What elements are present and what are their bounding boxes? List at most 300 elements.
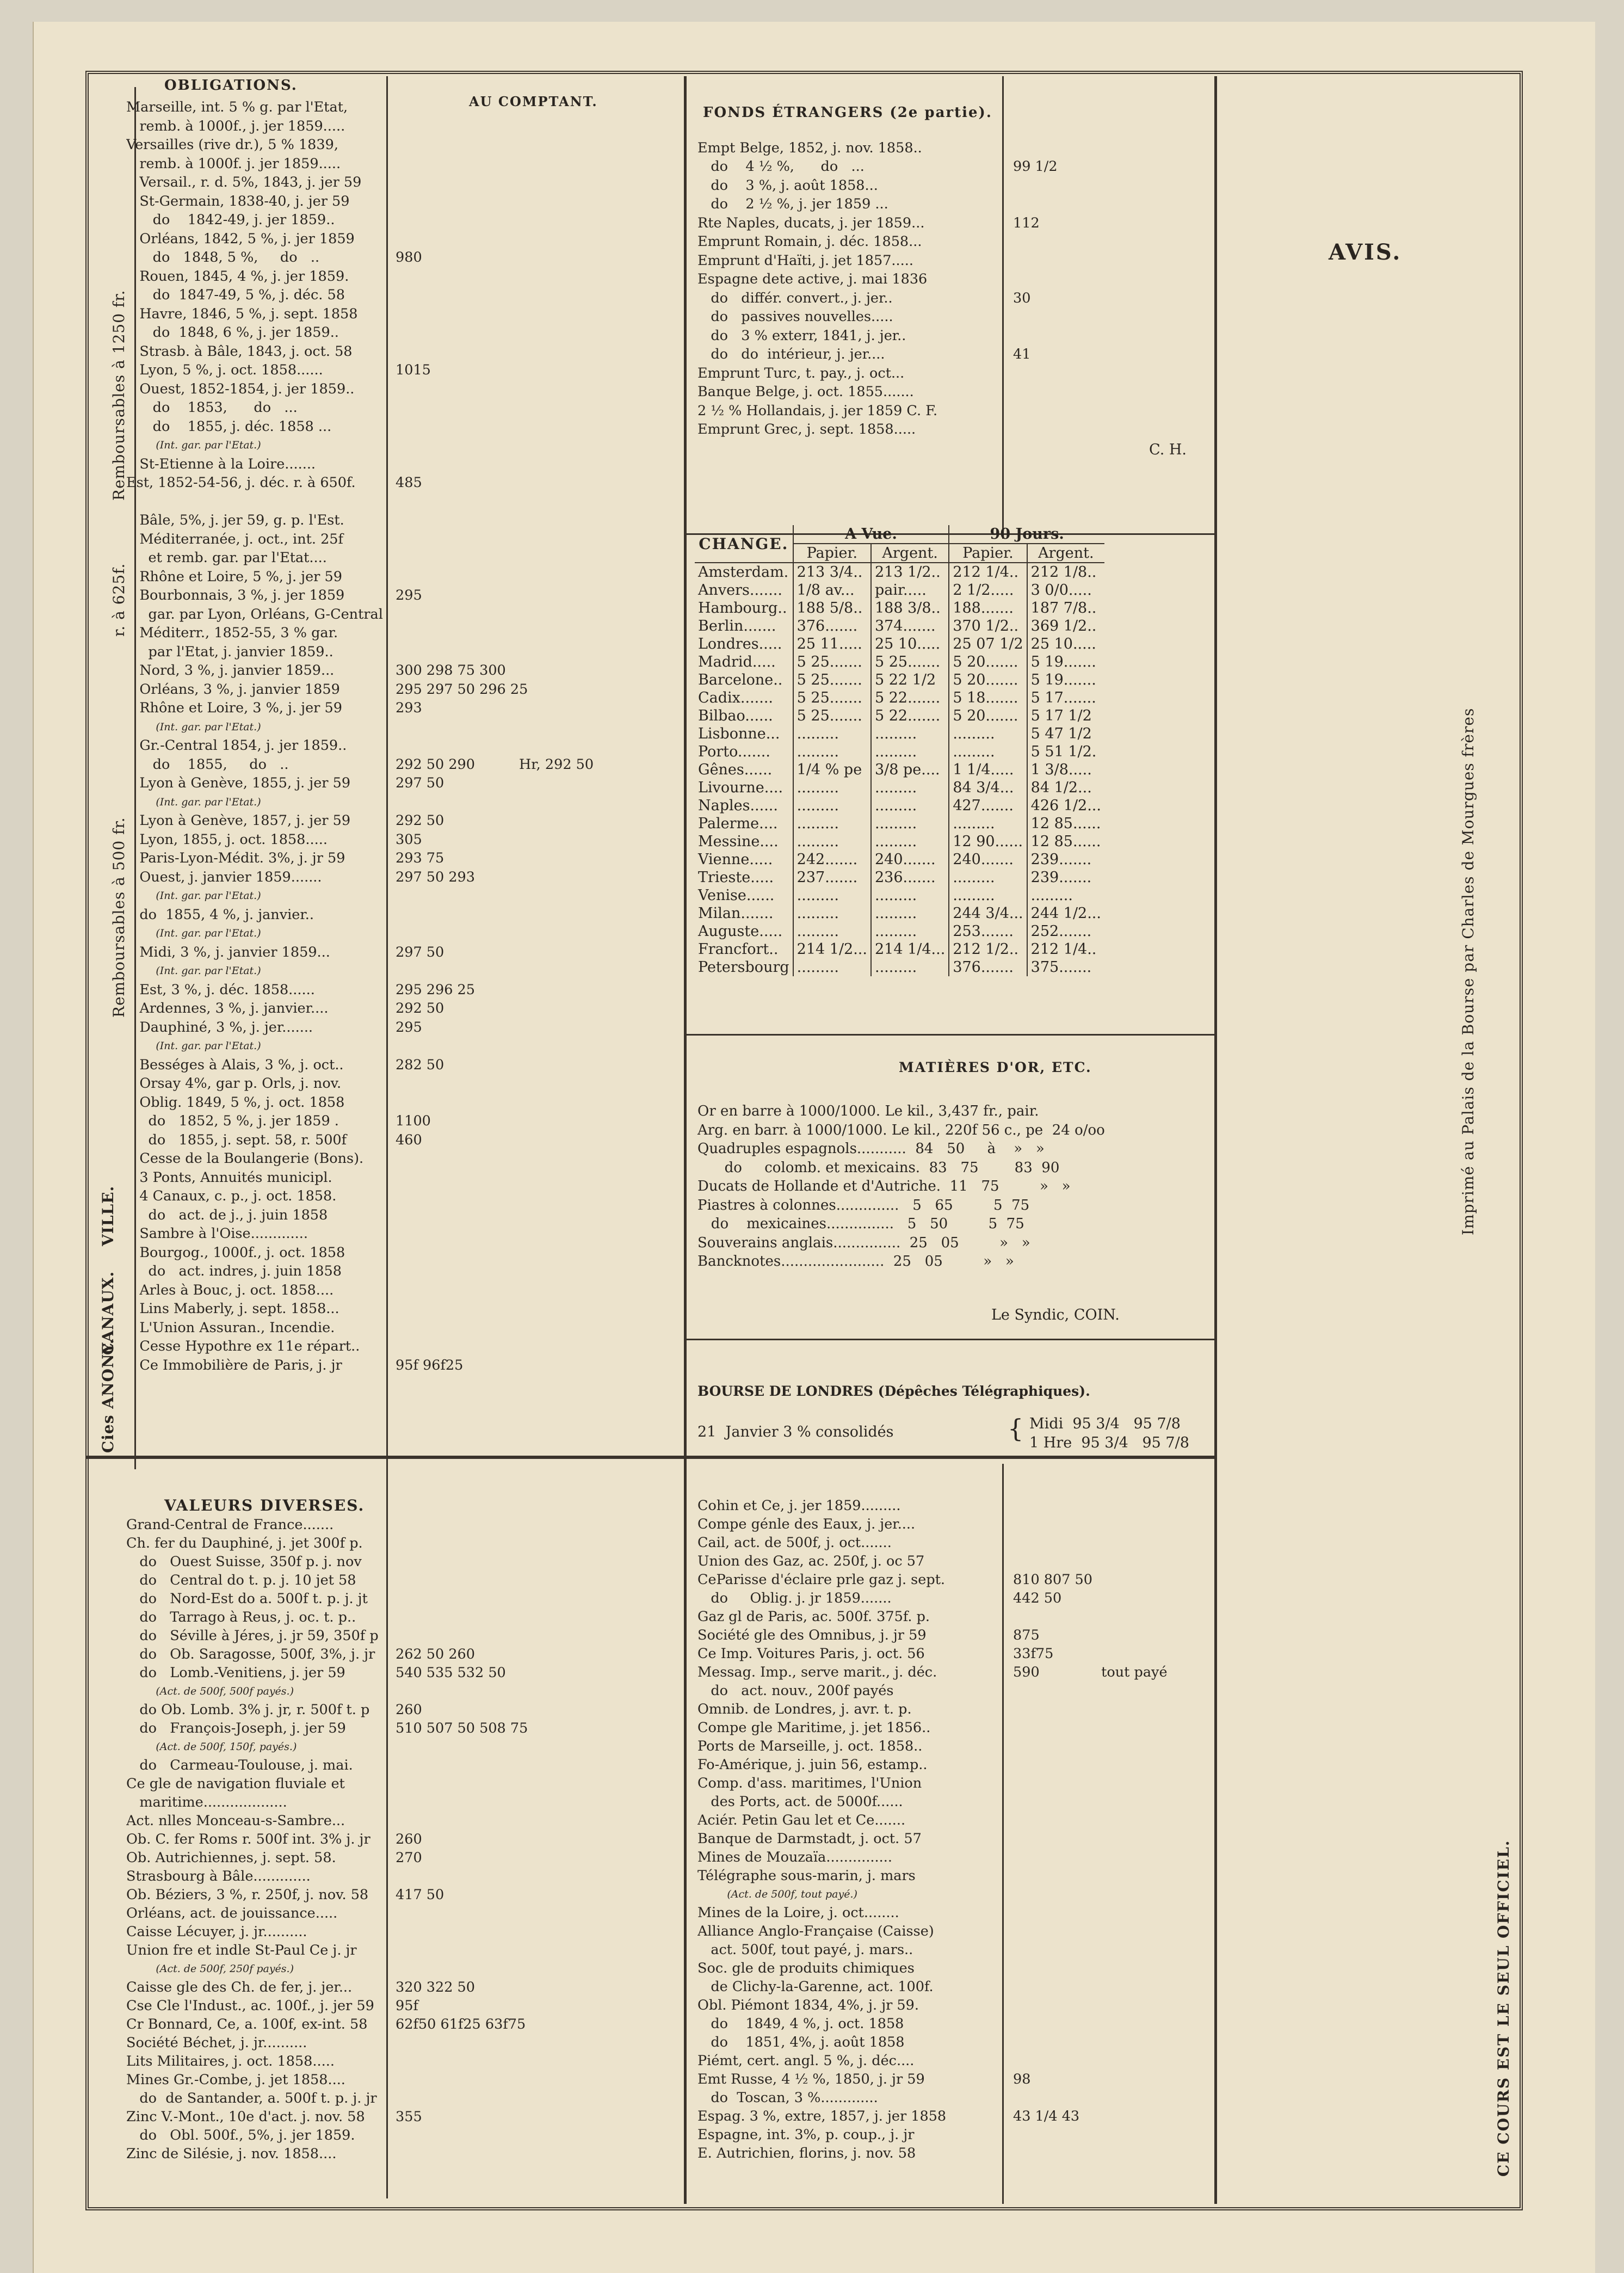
change-rate: ......... xyxy=(949,725,1027,743)
change-rate: ......... xyxy=(793,886,871,904)
change-rate: ......... xyxy=(871,815,949,833)
londres-brace: { xyxy=(1008,1414,1024,1443)
fonds-line: do 3 %, j. août 1858... xyxy=(697,177,878,194)
change-rate: 5 25....... xyxy=(793,671,871,689)
change-rate: 5 22....... xyxy=(871,707,949,725)
oblig-price xyxy=(396,549,678,568)
change-rate: ......... xyxy=(871,779,949,797)
oblig-line: Gr.-Central 1854, j. jer 1859.. xyxy=(126,737,347,754)
newspaper-page xyxy=(33,22,1595,2273)
oblig-line: (Int. gar. par l'Etat.) xyxy=(126,796,261,808)
side-label-canaux: CANAUX. xyxy=(99,1271,117,1355)
change-rate: 5 22 1/2 xyxy=(871,671,949,689)
valeurs-price xyxy=(396,1904,678,1923)
valeurs2-price: 442 50 xyxy=(1013,1590,1062,1606)
fonds-price: 99 1/2 xyxy=(1013,158,1058,175)
matieres-title: MATIÈRES D'OR, ETC. xyxy=(899,1059,1092,1075)
change-rate: 84 3/4... xyxy=(949,779,1027,797)
valeurs2-line: Gaz gl de Paris, ac. 500f. 375f. p. xyxy=(697,1609,930,1625)
fonds-note: C. H. xyxy=(1149,441,1187,458)
valeurs2-price xyxy=(1013,1700,1209,1718)
valeurs2-line: (Act. de 500f, tout payé.) xyxy=(697,1888,857,1900)
change-row xyxy=(695,743,1104,761)
valeurs2-line: E. Autrichien, florins, j. nov. 58 xyxy=(697,2145,916,2161)
valeurs2-price: 43 1/4 43 xyxy=(1013,2108,1080,2124)
valeurs-line: do Ouest Suisse, 350f p. j. nov xyxy=(126,1554,362,1570)
oblig-line: (Int. gar. par l'Etat.) xyxy=(126,720,261,733)
change-rate: ......... xyxy=(871,743,949,761)
valeurs2-line: Messag. Imp., serve marit., j. déc. xyxy=(697,1664,937,1680)
change-rate: ......... xyxy=(871,725,949,743)
fonds-price xyxy=(1013,232,1209,251)
fonds-price xyxy=(1013,402,1209,421)
fonds-title: FONDS ÉTRANGERS (2e partie). xyxy=(703,104,992,121)
oblig-line: Nord, 3 %, j. janvier 1859... xyxy=(126,662,335,679)
oblig-price xyxy=(396,398,678,417)
change-row xyxy=(695,617,1104,635)
fonds-line: Emprunt Romain, j. déc. 1858... xyxy=(697,233,922,250)
oblig-line: Rouen, 1845, 4 %, j. jer 1859. xyxy=(126,268,349,285)
fonds-line: Empt Belge, 1852, j. nov. 1858.. xyxy=(697,139,922,156)
change-rate: ......... xyxy=(793,815,871,833)
change-row xyxy=(695,815,1104,833)
fonds-line: Emprunt Grec, j. sept. 1858..... xyxy=(697,421,916,438)
change-rate: 214 1/2... xyxy=(793,940,871,958)
valeurs-price xyxy=(396,1738,678,1756)
valeurs-price: 260 xyxy=(396,1831,422,1847)
fonds-price xyxy=(1013,383,1209,402)
oblig-line: do 1855, j. déc. 1858 ... xyxy=(126,418,332,435)
change-rate: 1/4 % pe xyxy=(793,761,871,779)
valeurs2-line: de Clichy-la-Garenne, act. 100f. xyxy=(697,1979,934,1995)
valeurs2-prices xyxy=(1013,1496,1209,2163)
valeurs-line: maritime................... xyxy=(126,1794,287,1810)
change-rate: 5 19....... xyxy=(1030,672,1096,688)
valeurs-price xyxy=(396,1775,678,1793)
valeurs2-price xyxy=(1013,1959,1209,1978)
change-rate: 375....... xyxy=(1030,959,1092,976)
change-rate: 252....... xyxy=(1030,923,1092,940)
change-row xyxy=(695,581,1104,599)
change-row xyxy=(695,653,1104,671)
change-rate: 5 47 1/2 xyxy=(1030,725,1092,742)
valeurs-line: Société Béchet, j. jr.......... xyxy=(126,2035,307,2051)
valeurs-price xyxy=(396,2052,678,2071)
valeurs-price: 540 535 532 50 xyxy=(396,1665,506,1681)
oblig-price: 1015 xyxy=(396,362,431,378)
fonds-price xyxy=(1013,251,1209,270)
valeurs-price xyxy=(396,1793,678,1812)
fonds-price xyxy=(1013,139,1209,158)
oblig-line: Paris-Lyon-Médit. 3%, j. jr 59 xyxy=(126,850,345,866)
valeurs-prices xyxy=(396,1516,678,2163)
oblig-line: Bâle, 5%, j. jer 59, g. p. l'Est. xyxy=(126,512,344,528)
oblig-price: 297 50 293 xyxy=(396,868,476,885)
oblig-line: (Int. gar. par l'Etat.) xyxy=(126,965,261,977)
change-rate: 253....... xyxy=(949,922,1027,940)
oblig-price: 300 298 75 300 xyxy=(396,662,506,679)
change-rate: 213 3/4.. xyxy=(793,563,871,581)
fonds-line: do passives nouvelles..... xyxy=(697,309,893,325)
oblig-price xyxy=(396,135,678,155)
oblig-price: 485 xyxy=(396,475,422,491)
change-rate: 427....... xyxy=(949,797,1027,815)
fonds-line: do 4 ½ %, do ... xyxy=(697,158,865,175)
oblig-price xyxy=(396,530,678,549)
valeurs2-line: do 1849, 4 %, j. oct. 1858 xyxy=(697,2016,904,2032)
change-place: Messine.... xyxy=(695,833,793,851)
matieres-line: Ducats de Hollande et d'Autriche. 11 75 » » xyxy=(697,1178,1071,1194)
oblig-price: 95f 96f25 xyxy=(396,1357,464,1373)
valeurs-price: 510 507 50 508 75 xyxy=(396,1720,528,1736)
londres-midi: Midi 95 3/4 95 7/8 xyxy=(1029,1415,1181,1432)
oblig-line: Versailles (rive dr.), 5 % 1839, xyxy=(126,137,338,153)
valeurs2-price: 98 xyxy=(1013,2071,1031,2087)
valeurs-price: 62f50 61f25 63f75 xyxy=(396,2016,526,2032)
change-rate: 187 7/8.. xyxy=(1030,600,1097,617)
oblig-price xyxy=(396,643,678,662)
change-place: Naples...... xyxy=(695,797,793,815)
change-rate: pair..... xyxy=(871,581,949,599)
valeurs-line: Ce gle de navigation fluviale et xyxy=(126,1776,345,1792)
change-row xyxy=(695,868,1104,886)
change-rate: 214 1/4... xyxy=(871,940,949,958)
oblig-line: Lyon à Genève, 1855, j. jer 59 xyxy=(126,775,351,791)
oblig-line: 4 Canaux, c. p., j. oct. 1858. xyxy=(126,1188,337,1204)
valeurs2-price xyxy=(1013,1922,1209,1941)
change-rate: ......... xyxy=(1030,887,1073,904)
change-rate: 426 1/2... xyxy=(1030,797,1101,814)
valeurs2-line: do Toscan, 3 %............. xyxy=(697,2090,878,2106)
valeurs-price xyxy=(396,2034,678,2052)
oblig-price xyxy=(396,323,678,342)
change-rate: 5 17....... xyxy=(1030,689,1096,706)
oblig-line: do act. indres, j. juin 1858 xyxy=(126,1263,342,1279)
oblig-price: 282 50 xyxy=(396,1056,444,1073)
fonds-line xyxy=(697,120,1002,139)
oblig-price xyxy=(396,286,678,305)
oblig-line: Rhône et Loire, 3 %, j. jer 59 xyxy=(126,700,342,716)
valeurs2-price xyxy=(1013,1830,1209,1848)
valeurs2-line: Ce Imp. Voitures Paris, j. oct. 56 xyxy=(697,1646,925,1662)
change-rate: 5 25....... xyxy=(871,653,949,671)
valeurs-price: 260 xyxy=(396,1702,422,1718)
valeurs-line: do Ob. Lomb. 3% j. jr, r. 500f t. p xyxy=(126,1702,370,1718)
change-place: Bilbao...... xyxy=(695,707,793,725)
change-place: Hambourg.. xyxy=(695,599,793,617)
oblig-line: Ouest, j. janvier 1859....... xyxy=(126,868,322,885)
change-place: Madrid..... xyxy=(695,653,793,671)
oblig-title: OBLIGATIONS. xyxy=(164,77,298,94)
imprime-note: Imprimé au Palais de la Bourse par Charles de Mourgues frères xyxy=(1459,707,1477,1235)
valeurs-price: 95f xyxy=(396,1998,418,2014)
oblig-price xyxy=(396,211,678,230)
change-place: Vienne..... xyxy=(695,851,793,868)
valeurs2-price xyxy=(1013,1607,1209,1626)
valeurs2-line: Compe gle Maritime, j. jet 1856.. xyxy=(697,1720,931,1736)
change-place: Petersbourg xyxy=(695,958,793,976)
oblig-price: 1100 xyxy=(396,1113,431,1129)
change-row xyxy=(695,833,1104,851)
oblig-price: 980 xyxy=(396,249,422,266)
oblig-line: Ardennes, 3 %, j. janvier.... xyxy=(126,1000,329,1017)
change-rate: 5 51 1/2. xyxy=(1030,743,1097,760)
oblig-line: Lyon, 1855, j. oct. 1858..... xyxy=(126,831,328,848)
change-rate: 5 19....... xyxy=(1030,654,1096,670)
change-place: Barcelone.. xyxy=(695,671,793,689)
change-rate: ......... xyxy=(793,958,871,976)
change-rate: 25 10..... xyxy=(871,635,949,653)
valeurs-price: 270 xyxy=(396,1850,422,1866)
change-rate: 237....... xyxy=(793,868,871,886)
change-rate: 188....... xyxy=(949,599,1027,617)
oblig-price: 297 50 xyxy=(396,775,444,791)
change-rate: 3/8 pe.... xyxy=(871,761,949,779)
fonds-line: do différ. convert., j. jer.. xyxy=(697,289,893,306)
oblig-line: Méditerranée, j. oct., int. 25f xyxy=(126,531,343,547)
change-rate: 236....... xyxy=(871,868,949,886)
valeurs-line: Orléans, act. de jouissance..... xyxy=(126,1905,338,1921)
change-rate: 212 1/8.. xyxy=(1027,563,1104,581)
fonds-price: 112 xyxy=(1013,214,1040,231)
valeurs2-line: Comp. d'ass. maritimes, l'Union xyxy=(697,1775,922,1791)
fonds-line: Espagne dete active, j. mai 1836 xyxy=(697,271,928,287)
oblig-price: 293 75 xyxy=(396,850,444,866)
fonds-line: Banque Belge, j. oct. 1855....... xyxy=(697,384,914,400)
valeurs-price xyxy=(396,1571,678,1590)
avis-heading: AVIS. xyxy=(1329,239,1402,265)
change-rate: ......... xyxy=(871,797,949,815)
change-place: Francfort.. xyxy=(695,940,793,958)
oblig-line: gar. par Lyon, Orléans, G-Central xyxy=(126,606,383,623)
valeurs2-line: CeParisse d'éclaire prle gaz j. sept. xyxy=(697,1572,946,1588)
valeurs2-line: Aciér. Petin Gau let et Ce....... xyxy=(697,1812,906,1828)
change-rate: ......... xyxy=(793,779,871,797)
change-rate: 5 17 1/2 xyxy=(1030,707,1092,724)
change-row xyxy=(695,707,1104,725)
valeurs-line: Caisse Lécuyer, j. jr.......... xyxy=(126,1924,307,1940)
oblig-price: 297 50 xyxy=(396,944,444,960)
change-rate: ......... xyxy=(871,958,949,976)
change-row xyxy=(695,958,1104,976)
valeurs2-line: Alliance Anglo-Française (Caisse) xyxy=(697,1923,934,1939)
valeurs2-price xyxy=(1013,1978,1209,1996)
valeurs-price xyxy=(396,1960,678,1978)
valeurs2-price xyxy=(1013,1996,1209,2015)
valeurs-line: do François-Joseph, j. jer 59 xyxy=(126,1720,346,1736)
valeurs-price xyxy=(396,1590,678,1608)
oblig-price xyxy=(396,1149,678,1168)
valeurs2-price xyxy=(1013,2033,1209,2052)
oblig-line xyxy=(126,492,385,512)
oblig-price xyxy=(396,1074,678,1093)
change-rate: 376....... xyxy=(793,617,871,635)
valeurs-line: (Act. de 500f, 150f, payés.) xyxy=(126,1741,297,1753)
oblig-price xyxy=(396,1281,678,1300)
oblig-price xyxy=(396,492,678,512)
oblig-price: 295 xyxy=(396,587,422,603)
change-row xyxy=(695,635,1104,653)
oblig-line: do 1855, j. sept. 58, r. 500f xyxy=(126,1131,347,1148)
valeurs2-line: Télégraphe sous-marin, j. mars xyxy=(697,1868,916,1884)
fonds-line: Rte Naples, ducats, j. jer 1859... xyxy=(697,214,925,231)
oblig-line: Est, 1852-54-56, j. déc. r. à 650f. xyxy=(126,475,356,491)
oblig-line: Ce Immobilière de Paris, j. jr xyxy=(126,1357,342,1373)
change-rate: 213 1/2.. xyxy=(871,563,949,581)
oblig-line: Orléans, 1842, 5 %, j. jer 1859 xyxy=(126,230,355,247)
valeurs2-price xyxy=(1013,1681,1209,1700)
oblig-price xyxy=(396,380,678,399)
oblig-line: L'Union Assuran., Incendie. xyxy=(126,1319,335,1336)
oblig-price xyxy=(396,342,678,361)
londres-date: 21 Janvier 3 % consolidés xyxy=(697,1424,894,1440)
oblig-line: (Int. gar. par l'Etat.) xyxy=(126,439,261,451)
change-rate: 369 1/2.. xyxy=(1030,618,1097,635)
valeurs-line: do Obl. 500f., 5%, j. jer 1859. xyxy=(126,2127,355,2143)
valeurs2-price xyxy=(1013,2015,1209,2033)
oblig-price xyxy=(396,1337,678,1356)
valeurs2-line: Soc. gle de produits chimiques xyxy=(697,1960,915,1976)
valeurs2-price xyxy=(1013,1904,1209,1922)
oblig-price xyxy=(396,924,678,943)
valeurs2-price: 875 xyxy=(1013,1627,1040,1643)
valeurs2-line: des Ports, act. de 5000f...... xyxy=(697,1794,903,1810)
fonds-price xyxy=(1013,307,1209,327)
change-place: Berlin....... xyxy=(695,617,793,635)
change-rate: 239....... xyxy=(1030,851,1092,868)
change-rate: ......... xyxy=(793,725,871,743)
change-rate: 2 1/2..... xyxy=(949,581,1027,599)
fonds-price xyxy=(1013,195,1209,214)
oblig-price xyxy=(396,305,678,324)
side-label-ville: VILLE. xyxy=(99,1185,117,1246)
side-label-anony: Cies ANONY. xyxy=(99,1338,117,1453)
oblig-line: do 1848, 6 %, j. jer 1859.. xyxy=(126,324,339,341)
matieres-line: do mexicaines............... 5 50 5 75 xyxy=(697,1216,1024,1232)
valeurs2-line: Piémt, cert. angl. 5 %, j. déc.... xyxy=(697,2053,915,2069)
rule-center-compt-bottom xyxy=(1002,1464,1004,2204)
oblig-line: Lyon à Genève, 1857, j. jer 59 xyxy=(126,812,351,829)
change-rate: ......... xyxy=(793,797,871,815)
oblig-price: 293 xyxy=(396,700,422,716)
oblig-line: Midi, 3 %, j. janvier 1859... xyxy=(126,944,330,960)
change-place: Auguste..... xyxy=(695,922,793,940)
oblig-line: (Int. gar. par l'Etat.) xyxy=(126,1040,261,1052)
change-row xyxy=(695,904,1104,922)
oblig-price xyxy=(396,192,678,211)
valeurs2-price xyxy=(1013,1718,1209,1737)
fonds-line: do 2 ½ %, j. jer 1859 ... xyxy=(697,196,888,212)
change-rate: 5 18....... xyxy=(949,689,1027,707)
change-row xyxy=(695,689,1104,707)
fonds-price xyxy=(1013,364,1209,383)
valeurs-line: Grand-Central de France....... xyxy=(126,1517,334,1533)
valeurs-list xyxy=(126,1516,385,2163)
change-row xyxy=(695,851,1104,868)
valeurs2-line: Espag. 3 %, extre, 1857, j. jer 1858 xyxy=(697,2108,947,2124)
change-row xyxy=(695,779,1104,797)
change-rate: ......... xyxy=(793,833,871,851)
oblig-price: 295 296 25 xyxy=(396,981,476,998)
oblig-line: Lins Maberly, j. sept. 1858... xyxy=(126,1301,339,1317)
change-rate: 1 1/4..... xyxy=(949,761,1027,779)
valeurs2-price xyxy=(1013,1811,1209,1830)
matieres-line: Or en barre à 1000/1000. Le kil., 3,437 fr., pair. xyxy=(697,1103,1039,1119)
oblig-line: do 1852, 5 %, j. jer 1859 . xyxy=(126,1113,339,1129)
change-rate: 5 20....... xyxy=(949,653,1027,671)
oblig-price xyxy=(396,793,678,812)
valeurs2-line: do 1851, 4%, j. août 1858 xyxy=(697,2034,905,2050)
oblig-price xyxy=(396,1168,678,1187)
valeurs-line: do Nord-Est do a. 500f t. p. j. jt xyxy=(126,1591,368,1607)
papier-jours-header: Papier. xyxy=(949,544,1027,563)
valeurs-line: Act. nlles Monceau-s-Sambre... xyxy=(126,1813,345,1829)
oblig-line: Méditerr., 1852-55, 3 % gar. xyxy=(126,625,338,641)
oblig-price xyxy=(396,117,678,136)
valeurs-price xyxy=(396,1608,678,1627)
matieres-line: do colomb. et mexicains. 83 75 83 90 xyxy=(697,1159,1060,1176)
change-rate: ......... xyxy=(793,922,871,940)
change-row xyxy=(695,761,1104,779)
valeurs-line: do Lomb.-Venitiens, j. jer 59 xyxy=(126,1665,345,1681)
oblig-line: Rhône et Loire, 5 %, j. jer 59 xyxy=(126,568,342,585)
valeurs2-line: Ports de Marseille, j. oct. 1858.. xyxy=(697,1738,923,1754)
valeurs-title: VALEURS DIVERSES. xyxy=(164,1496,365,1514)
oblig-line: Bourgog., 1000f., j. oct. 1858 xyxy=(126,1244,345,1261)
fonds-price xyxy=(1013,270,1209,289)
au-comptant-title: AU COMPTANT. xyxy=(469,94,598,109)
fonds-line: Emprunt d'Haïti, j. jet 1857..... xyxy=(697,252,913,269)
oblig-price xyxy=(396,1037,678,1056)
valeurs2-line: Fo-Amérique, j. juin 56, estamp.. xyxy=(697,1757,928,1773)
valeurs-line: do Carmeau-Toulouse, j. mai. xyxy=(126,1757,353,1773)
fonds-price: 41 xyxy=(1013,346,1031,362)
change-rate: 25 07 1/2 xyxy=(949,635,1027,653)
oblig-line: Oblig. 1849, 5 %, j. oct. 1858 xyxy=(126,1094,345,1111)
oblig-line: Ouest, 1852-1854, j. jer 1859.. xyxy=(126,380,355,397)
valeurs-line: (Act. de 500f, 250f payés.) xyxy=(126,1963,294,1975)
change-rate: ......... xyxy=(793,904,871,922)
change-place: Porto....... xyxy=(695,743,793,761)
oblig-line: Versail., r. d. 5%, 1843, j. jer 59 xyxy=(126,174,362,190)
officiel-note: CE COURS EST LE SEUL OFFICIEL. xyxy=(1495,1839,1512,2177)
oblig-price xyxy=(396,1093,678,1112)
valeurs-price xyxy=(396,1923,678,1941)
oblig-price: 305 xyxy=(396,831,422,848)
oblig-price xyxy=(396,436,678,455)
oblig-price xyxy=(396,511,678,530)
change-rate: 212 1/2.. xyxy=(949,940,1027,958)
valeurs-line: Ob. Béziers, 3 %, r. 250f, j. nov. 58 xyxy=(126,1887,369,1903)
change-place: Trieste..... xyxy=(695,868,793,886)
change-rate: 188 5/8.. xyxy=(793,599,871,617)
change-rate: ......... xyxy=(949,815,1027,833)
oblig-price xyxy=(396,417,678,436)
valeurs-price xyxy=(396,1534,678,1553)
oblig-line: Arles à Bouc, j. oct. 1858.... xyxy=(126,1282,334,1298)
change-place: Milan....... xyxy=(695,904,793,922)
change-row xyxy=(695,671,1104,689)
valeurs-price xyxy=(396,1867,678,1886)
oblig-line: do 1855, do .. xyxy=(126,756,289,773)
oblig-list xyxy=(126,98,385,1375)
valeurs2-line: Mines de Mouzaïa............... xyxy=(697,1849,892,1865)
valeurs2-line: Banque de Darmstadt, j. oct. 57 xyxy=(697,1831,922,1847)
change-rate: 242....... xyxy=(793,851,871,868)
change-rate: 84 1/2... xyxy=(1030,779,1092,796)
change-table-wrap xyxy=(695,525,1104,976)
oblig-line: 3 Ponts, Annuités municipl. xyxy=(126,1169,332,1186)
